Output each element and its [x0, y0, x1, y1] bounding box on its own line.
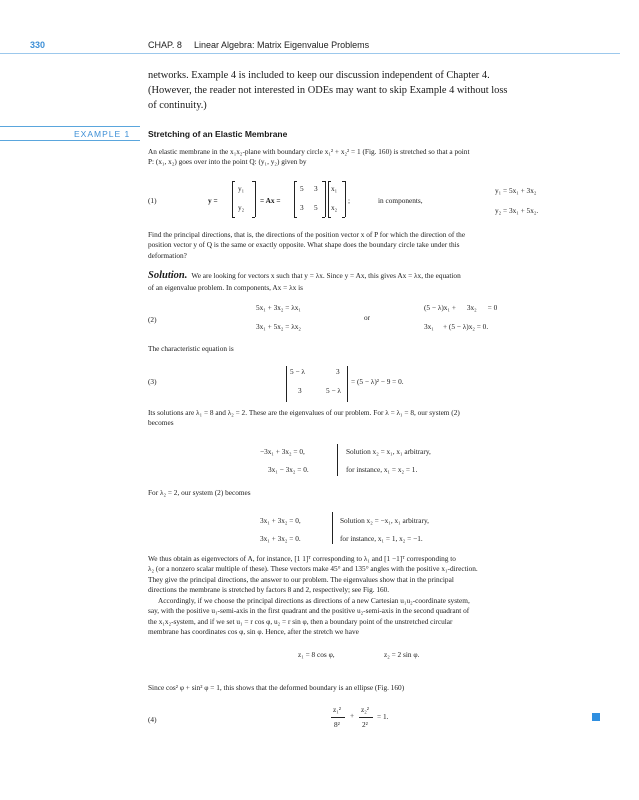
frac2-numerator: z₂²	[361, 705, 369, 714]
a12: 3	[314, 184, 318, 193]
eq4-number: (4)	[148, 715, 157, 724]
text-line: Find the principal directions, that is, the directions of the position vector x of P for which the direction of the	[148, 230, 466, 239]
characteristic-text: The characteristic equation is	[148, 344, 234, 353]
text-line: say, with the positive u₁-semi-axis in the first quadrant and the positive u₂-semi-axis in the second quadrant of	[148, 606, 470, 616]
frac1-denominator: 8²	[334, 720, 340, 729]
z2-equation: z₂ = 2 sin φ.	[384, 650, 420, 659]
bracket-tick	[328, 181, 331, 182]
det-bar-right	[347, 366, 348, 402]
sys2-right-1: Solution x₂ = −x₁, x₁ arbitrary,	[340, 516, 429, 525]
frac2-denominator: 2²	[362, 720, 368, 729]
bracket-tick	[252, 217, 255, 218]
sys1-left-1: −3x₁ + 3x₂ = 0,	[260, 447, 305, 456]
bracket-tick	[294, 217, 297, 218]
semicolon: ;	[348, 196, 351, 205]
page-number: 330	[30, 40, 46, 50]
bracket-tick	[342, 217, 345, 218]
principal-directions-paragraph	[148, 230, 598, 261]
eigenvectors-paragraph	[148, 554, 603, 596]
header-rule	[0, 53, 620, 54]
eq4-rhs: = 1.	[377, 712, 389, 721]
z1-equation: z₁ = 8 cos φ,	[298, 650, 335, 659]
det-22: 5 − λ	[326, 386, 341, 395]
eq2-left-1: 5x₁ + 3x₂ = λx₁	[256, 303, 301, 312]
text-line: of an eigenvalue problem. In components, Ax = λx is	[148, 283, 303, 292]
eq1-y: y =	[208, 196, 218, 205]
sys2-left-1: 3x₁ + 3x₂ = 0,	[260, 516, 301, 525]
frac1-numerator: z₁²	[333, 705, 341, 714]
text-line: We are looking for vectors x such that y = λx. Since y = Ax, this gives Ax = λx, the equation	[191, 271, 461, 280]
det-11: 5 − λ	[290, 367, 305, 376]
sys2-right-2: for instance, x₁ = 1, x₂ = −1.	[340, 534, 423, 543]
bracket-tick	[342, 181, 345, 182]
a21: 3	[300, 203, 304, 212]
x1: x₁	[331, 184, 338, 193]
example-rule-bottom	[0, 140, 140, 141]
problem-statement	[148, 147, 598, 168]
text-line: Its solutions are λ₁ = 8 and λ₂ = 2. These are the eigenvalues of our problem. For λ = λ₁ = 8, our system (2)	[148, 408, 460, 417]
solution-paragraph	[148, 265, 603, 293]
text-line: They give the principal directions, the answer to our problem. The eigenvalues show that in the principal	[148, 574, 454, 584]
sys2-left-2: 3x₁ + 3x₂ = 0.	[260, 534, 301, 543]
bracket-tick	[294, 181, 297, 182]
eq-ax: = Ax =	[260, 196, 281, 205]
example-rule-top	[0, 126, 140, 127]
eigenvalues-paragraph	[148, 408, 603, 429]
bracket-tick	[322, 217, 325, 218]
eq2-right-2: 3x₁ + (5 − λ)x₂ = 0.	[424, 322, 489, 331]
matrix-a-bracket	[294, 181, 326, 217]
det-rhs: = (5 − λ)² − 9 = 0.	[351, 377, 404, 386]
coordinates-paragraph	[148, 596, 603, 638]
y1: y₁	[238, 184, 245, 193]
bracket-tick	[252, 181, 255, 182]
text-line: the x₁x₂-system, and if we set u₁ = r cos φ, u₂ = r sin φ, then a boundary point of the unstretched circular	[148, 616, 453, 626]
sys2-divider	[332, 512, 333, 544]
eq2-right-1: (5 − λ)x₁ + 3x₂ = 0	[424, 303, 498, 312]
eq2-left-2: 3x₁ + 5x₂ = λx₂	[256, 322, 301, 331]
text-line: directions the membrane is stretched by factors 8 and 2, respectively; see Fig. 160.	[148, 585, 390, 595]
example-title: Stretching of an Elastic Membrane	[148, 129, 288, 139]
component-eq-1: y₁ = 5x₁ + 3x₂	[495, 186, 537, 195]
bracket-tick	[232, 217, 235, 218]
det-21: 3	[298, 386, 302, 395]
frac2-bar	[359, 717, 373, 718]
solution-label: Solution.	[148, 270, 188, 281]
since-text: Since cos² φ + sin² φ = 1, this shows that the deformed boundary is an ellipse (Fig. 160)	[148, 683, 405, 692]
det-bar-left	[286, 366, 287, 402]
end-of-example-icon	[592, 713, 600, 721]
det-12: 3	[336, 367, 340, 376]
eq1-number: (1)	[148, 196, 157, 205]
running-title: Linear Algebra: Matrix Eigenvalue Problems	[194, 40, 370, 50]
text-line: Accordingly, if we choose the principal directions as directions of a new Cartesian u₁u₂-coordinate system,	[158, 596, 470, 605]
a22: 5	[314, 203, 318, 212]
sys1-right-1: Solution x₂ = x₁, x₁ arbitrary,	[346, 447, 431, 456]
plus-sign: +	[350, 711, 355, 720]
bracket-tick	[232, 181, 235, 182]
sys1-right-2: for instance, x₁ = x₂ = 1.	[346, 465, 418, 474]
sys1-left-2: 3x₁ − 3x₂ = 0.	[268, 465, 309, 474]
eq2-number: (2)	[148, 315, 157, 324]
in-components: in components,	[378, 196, 423, 205]
bracket-tick	[328, 217, 331, 218]
text-line: We thus obtain as eigenvectors of A, for instance, [1 1]ᵀ corresponding to λ₁ and [1 −1]ᵀ corresponding to	[148, 554, 456, 563]
text-line: membrane has coordinates cos φ, sin φ. Hence, after the stretch we have	[148, 627, 359, 637]
sys1-divider	[337, 444, 338, 476]
for-lambda2-text: For λ₂ = 2, our system (2) becomes	[148, 488, 251, 497]
example-label: EXAMPLE 1	[74, 129, 131, 139]
text-line: position vector y of Q is the same or exactly opposite. What shape does the boundary circle take under this	[148, 240, 460, 250]
intro-line: of continuity.)	[148, 100, 207, 111]
intro-line: (However, the reader not interested in ODEs may want to skip Example 4 without loss	[148, 85, 508, 96]
y2: y₂	[238, 203, 245, 212]
frac1-bar	[331, 717, 345, 718]
x2: x₂	[331, 203, 338, 212]
a11: 5	[300, 184, 304, 193]
eq2-or: or	[364, 313, 371, 322]
text-line: An elastic membrane in the x₁x₂-plane with boundary circle x₁² + x₂² = 1 (Fig. 160) is stretched so that a point	[148, 147, 470, 156]
component-eq-2: y₂ = 3x₁ + 5x₂.	[495, 206, 539, 215]
intro-paragraph	[148, 68, 598, 113]
text-line: P: (x₁, x₂) goes over into the point Q: (y₁, y₂) given by	[148, 157, 307, 167]
intro-line: networks. Example 4 is included to keep our discussion independent of Chapter 4.	[148, 70, 490, 81]
text-line: λ₂ (or a nonzero scalar multiple of these). These vectors make 45° and 135° angles with the positive x₁-direction.	[148, 564, 478, 574]
bracket-tick	[322, 181, 325, 182]
text-line: deformation?	[148, 250, 187, 260]
chapter-label: CHAP. 8	[148, 40, 182, 50]
eq3-number: (3)	[148, 377, 157, 386]
text-line: becomes	[148, 418, 174, 428]
